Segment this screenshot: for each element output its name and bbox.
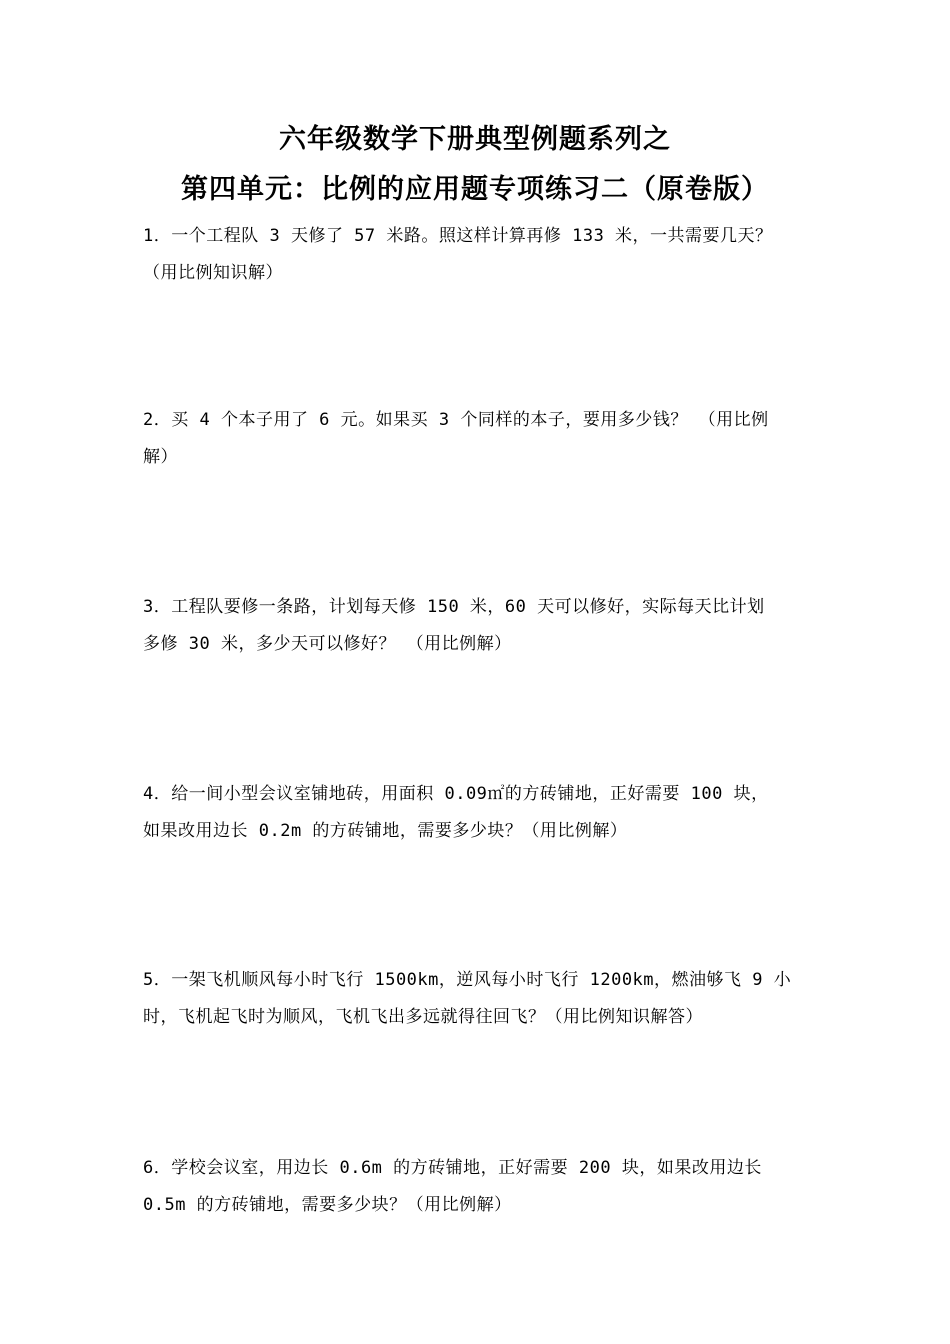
question-2-line-2: 解）: [143, 447, 178, 467]
question-4: [143, 776, 803, 850]
title-line-1: 六年级数学下册典型例题系列之: [279, 124, 671, 155]
question-2-line-1: 2．买 4 个本子用了 6 元。如果买 3 个同样的本子，要用多少钱？ （用比例: [143, 410, 769, 430]
question-3-line-2: 多修 30 米，多少天可以修好？ （用比例解）: [143, 634, 512, 654]
question-6-line-2: 0.5m 的方砖铺地，需要多少块？（用比例解）: [143, 1195, 512, 1215]
question-4-line-1: 4．给一间小型会议室铺地砖，用面积 0.09㎡的方砖铺地，正好需要 100 块，: [143, 784, 769, 804]
question-2: [143, 402, 803, 476]
question-6-line-1: 6．学校会议室，用边长 0.6m 的方砖铺地，正好需要 200 块，如果改用边长: [143, 1158, 762, 1178]
question-5-line-2: 时，飞机起飞时为顺风，飞机飞出多远就得往回飞？（用比例知识解答）: [143, 1007, 703, 1027]
question-1: [143, 218, 803, 292]
question-5: [143, 962, 803, 1036]
question-3: [143, 589, 803, 663]
question-1-line-2: （用比例知识解）: [143, 263, 283, 283]
question-4-line-2: 如果改用边长 0.2m 的方砖铺地，需要多少块？（用比例解）: [143, 821, 628, 841]
question-5-line-1: 5．一架飞机顺风每小时飞行 1500km，逆风每小时飞行 1200km，燃油够飞 9 小: [143, 970, 792, 990]
title-line-2: 第四单元：比例的应用题专项练习二（原卷版）: [181, 174, 769, 205]
question-3-line-1: 3．工程队要修一条路，计划每天修 150 米，60 天可以修好，实际每天比计划: [143, 597, 765, 617]
question-6: [143, 1150, 803, 1224]
question-1-line-1: 1．一个工程队 3 天修了 57 米路。照这样计算再修 133 米，一共需要几天？: [143, 226, 773, 246]
